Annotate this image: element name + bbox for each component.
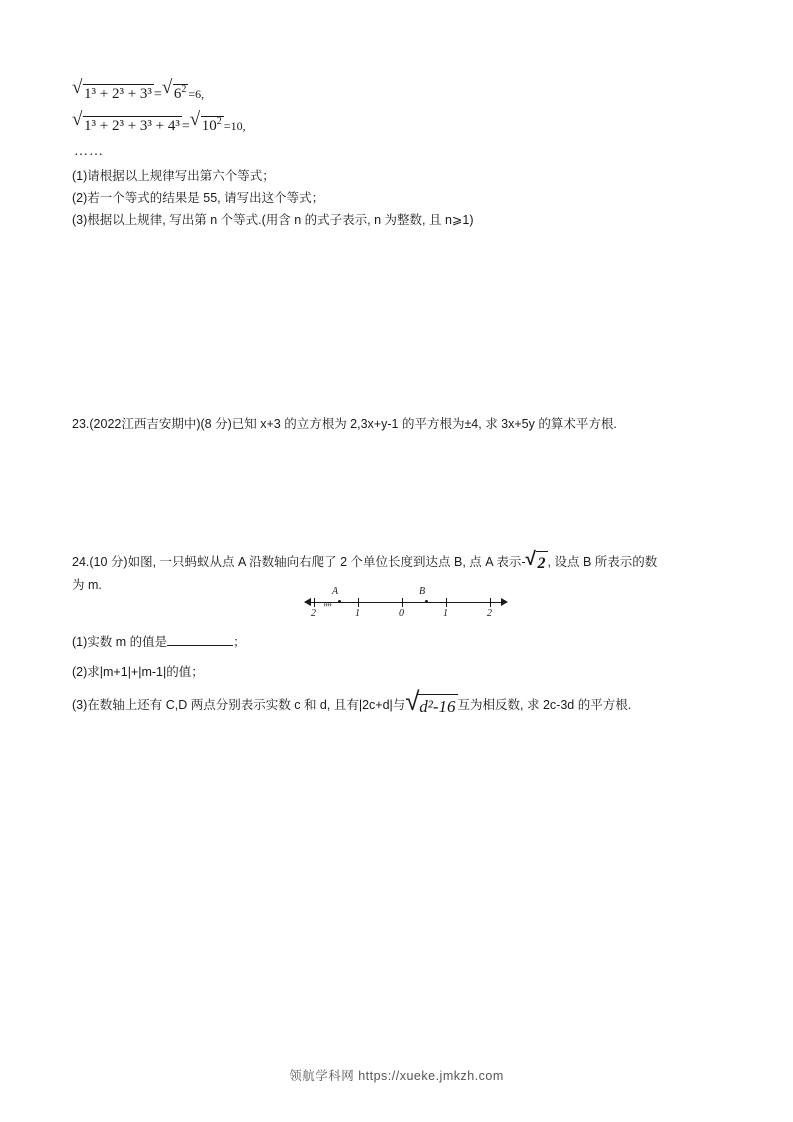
sqrt-d-squared-minus-16: √ d²-16: [405, 694, 457, 718]
axis-arrow-right: [501, 598, 508, 606]
exponent-1: 2: [181, 84, 187, 95]
tick-pos2: [490, 598, 491, 607]
number-line-figure: [305, 588, 510, 622]
question-24-sub-3: [72, 691, 732, 717]
tick-label-pos1: 1: [443, 608, 448, 619]
sub-question-2: (2)若一个等式的结果是 55, 请写出这个等式；: [72, 191, 325, 205]
question-23-text: 23.(2022江西吉安期中)(8 分)已知 x+3 的立方根为 2,3x+y-1 的平方根为±4, 求 3x+5y 的算术平方根.: [72, 417, 617, 431]
equals-sign-1: =: [153, 87, 162, 102]
exponent-2: 2: [216, 116, 222, 127]
sub-question-1: (1)请根据以上规律写出第六个等式；: [72, 169, 275, 183]
point-dot-b: [425, 600, 428, 603]
question-23: [72, 413, 732, 436]
tick-neg2: [314, 598, 315, 607]
radical-expression: [72, 80, 154, 107]
formula-line-1: [72, 80, 722, 108]
sub-question-list-top: [72, 166, 722, 231]
sub-1-pre: (1)实数 m 的值是: [72, 635, 168, 649]
radicand-result-2: $10^2$: [201, 116, 222, 134]
equals-sign-2: =: [181, 119, 190, 134]
sub-1-post: ；: [233, 635, 246, 649]
formula-line-2: [72, 112, 722, 140]
question-24: [72, 549, 732, 724]
sub-3-post: 互为相反数, 求 2c-3d 的平方根.: [457, 698, 632, 712]
question-24-sub-1: [72, 631, 732, 654]
formula-block: [72, 80, 722, 232]
tick-label-pos2: 2: [487, 608, 492, 619]
radical-result-1: [162, 80, 189, 107]
sub-3-pre: (3)在数轴上还有 C,D 两点分别表示实数 c 和 d, 且有|2c+d|与: [72, 698, 406, 712]
tick-neg1: [358, 598, 359, 607]
tick-pos1: [446, 598, 447, 607]
question-24-sub-2: (2)求|m+1|+|m-1|的值；: [72, 665, 204, 679]
sqrt-two-radical: √ 2: [526, 551, 548, 575]
point-label-a: A: [332, 586, 339, 597]
footer-watermark: 领航学科网 https://xueke.jmkzh.com: [289, 1069, 504, 1083]
tick-label-neg1: 1: [355, 608, 360, 619]
number-line-axis: [305, 602, 503, 603]
radicand-2: 1³ + 2³ + 3³ + 4³: [84, 118, 180, 134]
tick-label-neg2: 2: [311, 608, 316, 619]
radicand-result-1: $6^2$: [173, 84, 187, 102]
question-24-lead-part3: 为 m.: [72, 578, 102, 592]
question-24-lead: [72, 549, 727, 574]
radical-expression-2: [72, 112, 182, 139]
question-24-lead-part2: , 设点 B 所表示的数: [547, 555, 658, 569]
question-24-lead-part1: 24.(10 分)如图, 一只蚂蚁从点 A 沿数轴向右爬了 2 个单位长度到达点 B, 点 A 表示-: [72, 555, 526, 569]
sub-question-3: (3)根据以上规律, 写出第 n 个等式.(用含 n 的式子表示, n 为整数, 且 n⩾1): [72, 213, 474, 227]
tick-zero: [402, 598, 403, 607]
ellipsis-line: ……: [74, 144, 104, 159]
formula-value-1: =6,: [188, 87, 205, 101]
point-label-b: B: [419, 586, 426, 597]
axis-arrow-left: [304, 598, 311, 606]
answer-blank[interactable]: [167, 632, 233, 646]
tick-label-zero: 0: [399, 608, 404, 619]
formula-value-2: =10,: [223, 119, 246, 133]
point-dot-a: [338, 600, 341, 603]
radical-result-2: [190, 112, 224, 139]
ant-path-marks: ››››: [323, 599, 331, 609]
question-24-sub-list: [72, 631, 732, 717]
radicand-1: 1³ + 2³ + 3³: [84, 86, 152, 102]
